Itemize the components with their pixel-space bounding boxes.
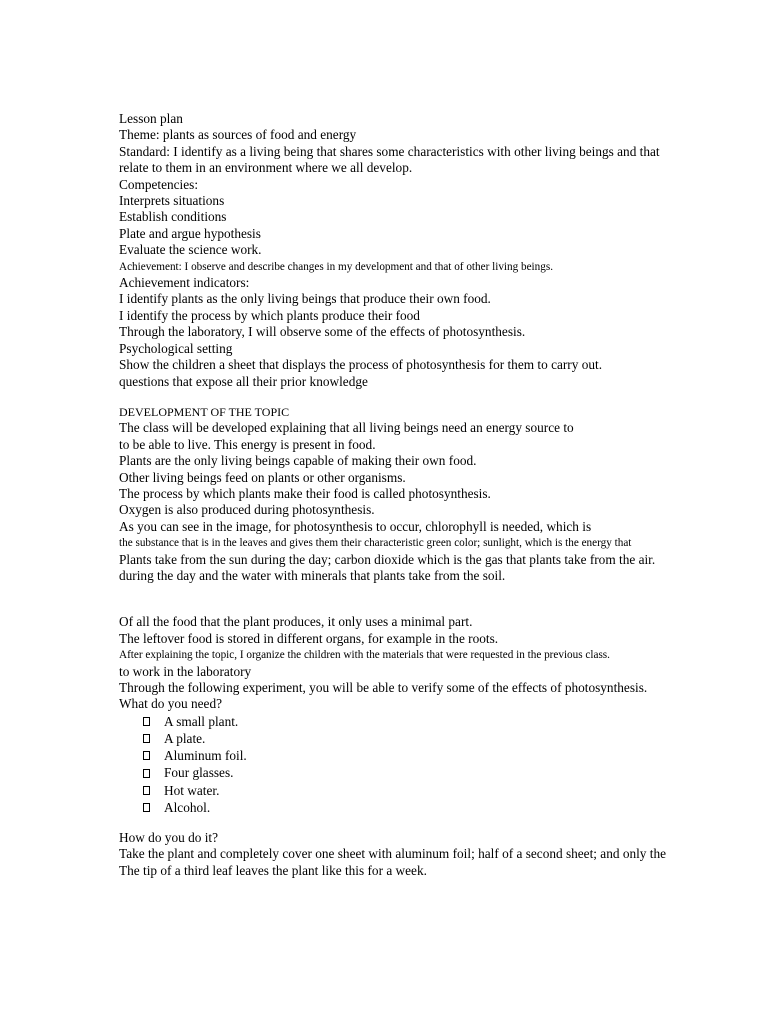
list-item <box>119 799 739 816</box>
text-line: What do you need? <box>119 696 223 712</box>
procedure-paragraph <box>119 830 739 879</box>
list-item-label: Four glasses. <box>164 765 234 781</box>
checkbox-bullet-icon <box>143 769 150 778</box>
list-item <box>119 782 739 799</box>
text-line: Theme: plants as sources of food and energy <box>119 127 357 143</box>
text-line: Other living beings feed on plants or other organisms. <box>119 469 406 485</box>
text-line: Achievement indicators: <box>119 275 250 291</box>
text-line: I identify the process by which plants produce their food <box>119 307 420 323</box>
spacer <box>119 816 739 830</box>
section-heading: DEVELOPMENT OF THE TOPIC <box>119 404 290 419</box>
text-line: Plants are the only living beings capable of making their own food. <box>119 453 477 469</box>
list-item <box>119 730 739 747</box>
list-item-label: Hot water. <box>164 782 220 798</box>
spacer <box>119 390 739 404</box>
text-line: Evaluate the science work. <box>119 242 262 258</box>
text-line: Lesson plan <box>119 111 183 126</box>
text-line: Show the children a sheet that displays the process of photosynthesis for them to carry out. <box>119 357 603 373</box>
materials-list <box>119 713 739 816</box>
text-line: Interprets situations <box>119 193 225 209</box>
text-line: the substance that is in the leaves and gives them their characteristic green color; sunlight, which is the energy that <box>119 537 632 550</box>
text-line: relate to them in an environment where we all develop. <box>119 160 413 176</box>
list-item-label: Aluminum foil. <box>164 748 247 764</box>
spacer <box>119 584 739 614</box>
checkbox-bullet-icon <box>143 751 150 760</box>
text-line: during the day and the water with minerals that plants take from the soil. <box>119 567 506 583</box>
text-line: Through the laboratory, I will observe some of the effects of photosynthesis. <box>119 324 526 340</box>
list-item-label: A small plant. <box>164 713 239 729</box>
text-line: Plate and argue hypothesis <box>119 225 261 241</box>
document-page <box>119 111 739 879</box>
text-line: Standard: I identify as a living being that shares some characteristics with other living beings and that <box>119 143 660 159</box>
text-line: Psychological setting <box>119 340 233 356</box>
text-line: Establish conditions <box>119 209 227 225</box>
development-paragraph <box>119 420 739 584</box>
list-item <box>119 747 739 764</box>
text-line: questions that expose all their prior knowledge <box>119 373 368 389</box>
text-line: As you can see in the image, for photosynthesis to occur, chlorophyll is needed, which is <box>119 518 592 534</box>
text-line: Competencies: <box>119 176 199 192</box>
text-line: Take the plant and completely cover one sheet with aluminum foil; half of a second sheet; and only the <box>119 846 667 862</box>
list-item-label: A plate. <box>164 731 206 747</box>
text-line: Of all the food that the plant produces, it only uses a minimal part. <box>119 614 473 630</box>
lesson-plan-intro <box>119 111 739 390</box>
list-item <box>119 764 739 781</box>
text-line: The process by which plants make their food is called photosynthesis. <box>119 485 491 501</box>
text-line: After explaining the topic, I organize the children with the materials that were requested in the previous class. <box>119 649 610 662</box>
text-line: The class will be developed explaining that all living beings need an energy source to <box>119 420 574 436</box>
experiment-intro <box>119 614 739 712</box>
checkbox-bullet-icon <box>143 734 150 743</box>
list-item-label: Alcohol. <box>164 799 211 815</box>
checkbox-bullet-icon <box>143 786 150 795</box>
text-line: How do you do it? <box>119 830 218 846</box>
text-line: Achievement: I observe and describe changes in my development and that of other living beings. <box>119 260 554 273</box>
text-line: The tip of a third leaf leaves the plant like this for a week. <box>119 862 427 878</box>
text-line: Through the following experiment, you will be able to verify some of the effects of photosynthesis. <box>119 680 648 695</box>
list-item <box>119 713 739 730</box>
text-line: Oxygen is also produced during photosynthesis. <box>119 502 375 518</box>
text-line: The leftover food is stored in different organs, for example in the roots. <box>119 630 499 646</box>
checkbox-bullet-icon <box>143 717 150 726</box>
text-line: to work in the laboratory <box>119 663 252 679</box>
text-line: to be able to live. This energy is present in food. <box>119 436 376 452</box>
text-line: I identify plants as the only living beings that produce their own food. <box>119 291 491 307</box>
checkbox-bullet-icon <box>143 803 150 812</box>
text-line: Plants take from the sun during the day; carbon dioxide which is the gas that plants take from the air. <box>119 551 656 567</box>
